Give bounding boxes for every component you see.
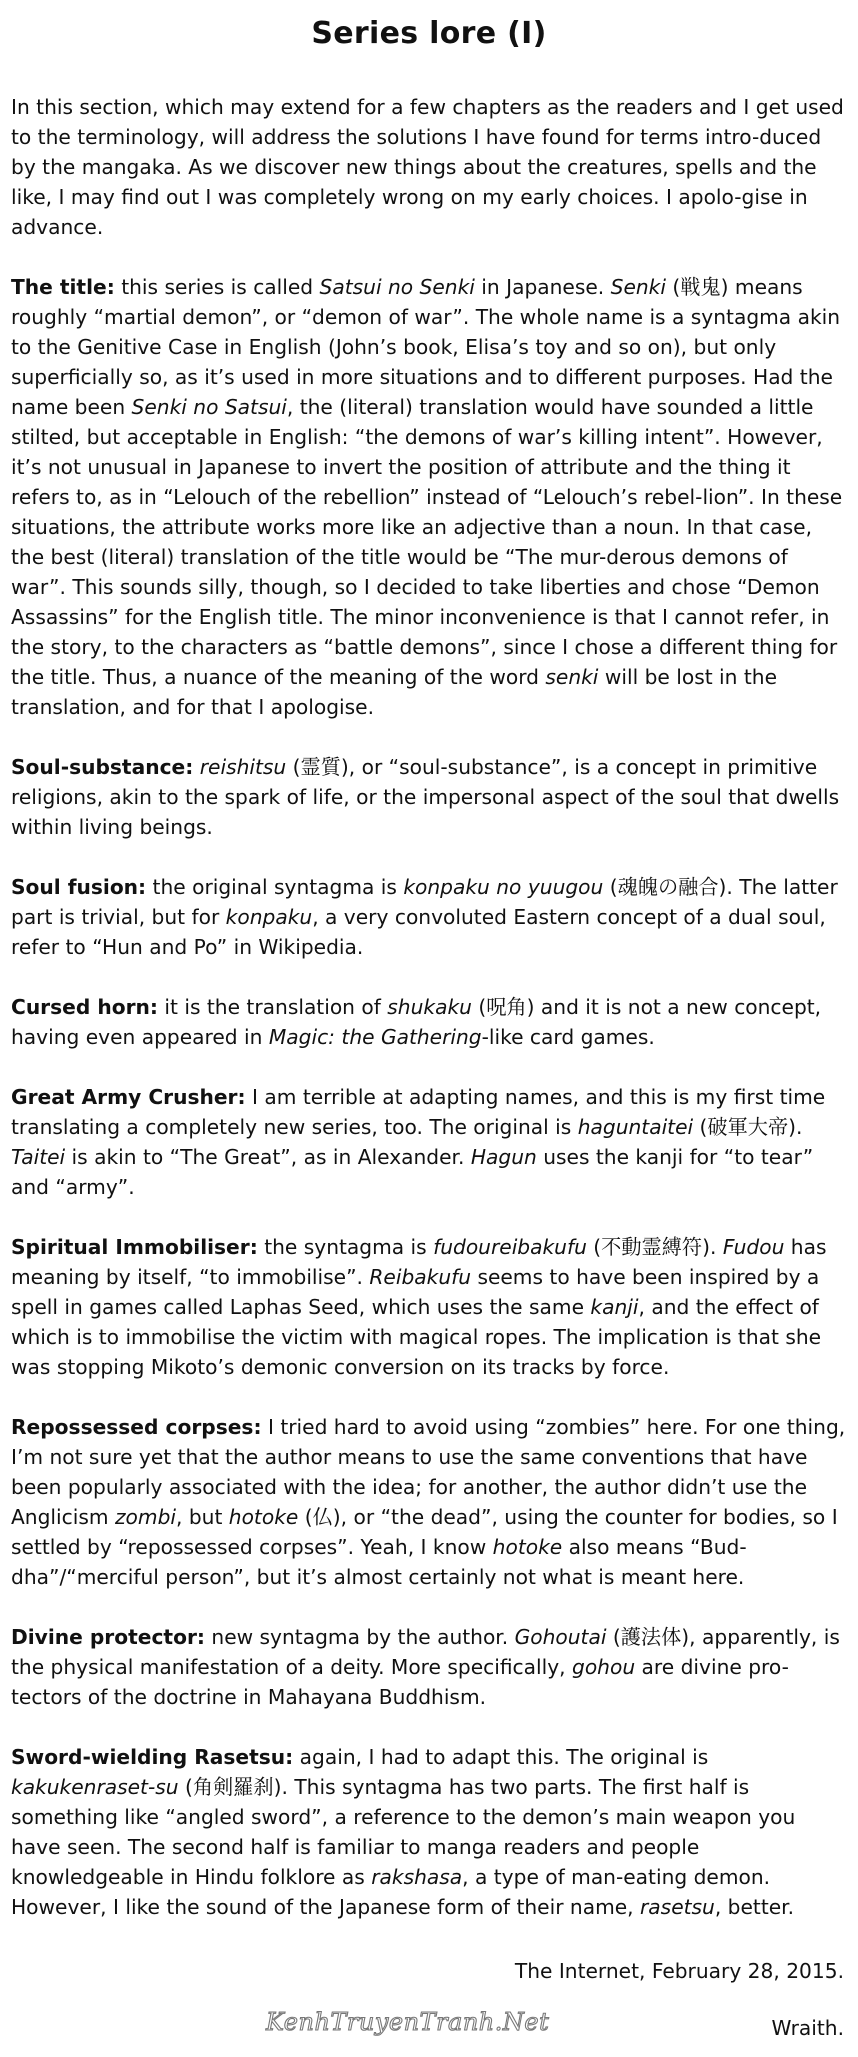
- watermark-logo: [262, 2003, 572, 2039]
- page-title: Series lore (I): [311, 16, 547, 51]
- signoff-name: Wraith.: [771, 2016, 844, 2040]
- paragraph: Soul-substance: reishitsu (霊質), or “soul-substance”, is a concept in primitive religions, akin to the spark of life, or the impersonal aspect of the soul that dwells within living beings.: [11, 755, 840, 839]
- article-body: [11, 92, 847, 1952]
- paragraph: Great Army Crusher: I am terrible at adapting names, and this is my first time translating a completely new series, too. The original is haguntaitei (破軍大帝). Taitei is akin to “The Great”, as in Alexander. Hagun uses the kanji for “to tear” and “army”.: [11, 1085, 826, 1199]
- paragraph: Divine protector: new syntagma by the author. Gohoutai (護法体), apparently, is the physical manifestation of a deity. More specifically, gohou are divine pro-tectors of the doctrine in Mahayana Buddhism.: [11, 1625, 840, 1709]
- svg-text:KenhTruyenTranh.Net: KenhTruyenTranh.Net: [266, 2008, 550, 2036]
- paragraph: The title: this series is called Satsui no Senki in Japanese. Senki (戦鬼) means roughly “martial demon”, or “demon of war”. The whole name is a syntagma akin to the Genitive Case in English (John’s book, Elisa’s toy and so on), but only superficially so, as it’s used in more situations and to different purposes. Had the name been Senki no Satsui, the (literal) translation would have sounded a little stilted, but acceptable in English: “the demons of war’s killing intent”. However, it’s not unusual in Japanese to invert the position of attribute and the thing it refers to, as in “Lelouch of the rebellion” instead of “Lelouch’s rebel-lion”. In these situations, the attribute works more like an adjective than a noun. In that case, the best (literal) translation of the title would be “The mur-derous demons of war”. This sounds silly, though, so I decided to take liberties and chose “Demon Assassins” for the English title. The minor inconvenience is that I cannot refer, in the story, to the characters as “battle demons”, since I chose a different thing for the title. Thus, a nuance of the meaning of the word senki will be lost in the translation, and for that I apologise.: [11, 275, 843, 719]
- paragraph: In this section, which may extend for a few chapters as the readers and I get used to the terminology, will address the solutions I have found for terms intro-duced by the mangaka. As we discover new things about the creatures, spells and the like, I may find out I was completely wrong on my early choices. I apolo-gise in advance.: [11, 95, 844, 239]
- paragraph: Repossessed corpses: I tried hard to avoid using “zombies” here. For one thing, I’m not sure yet that the author means to use the same conventions that have been popularly associated with the idea; for another, the author didn’t use the Anglicism zombi, but hotoke (仏), or “the dead”, using the counter for bodies, so I settled by “repossessed corpses”. Yeah, I know hotoke also means “Bud-dha”/“merciful person”, but it’s almost certainly not what is meant here.: [11, 1415, 846, 1589]
- paragraph: Spiritual Immobiliser: the syntagma is fudoureibakufu (不動霊縛符). Fudou has meaning by itself, “to immobilise”. Reibakufu seems to have been inspired by a spell in games called Laphas Seed, which uses the same kanji, and the effect of which is to immobilise the victim with magical ropes. The implication is that she was stopping Mikoto’s demonic conversion on its tracks by force.: [11, 1235, 827, 1379]
- paragraph: Soul fusion: the original syntagma is konpaku no yuugou (魂魄の融合). The latter part is trivial, but for konpaku, a very convoluted Eastern concept of a dual soul, refer to “Hun and Po” in Wikipedia.: [11, 875, 838, 959]
- signoff-date: The Internet, February 28, 2015.: [514, 1959, 844, 1983]
- paragraph: Cursed horn: it is the translation of shukaku (呪角) and it is not a new concept, having even appeared in Magic: the Gathering-like card games.: [11, 995, 822, 1049]
- paragraph: Sword-wielding Rasetsu: again, I had to adapt this. The original is kakukenraset-su (角剣羅刹). This syntagma has two parts. The first half is something like “angled sword”, a reference to the demon’s main weapon you have seen. The second half is familiar to manga readers and people knowledgeable in Hindu folklore as rakshasa, a type of man-eating demon. However, I like the sound of the Japanese form of their name, rasetsu, better.: [11, 1745, 796, 1919]
